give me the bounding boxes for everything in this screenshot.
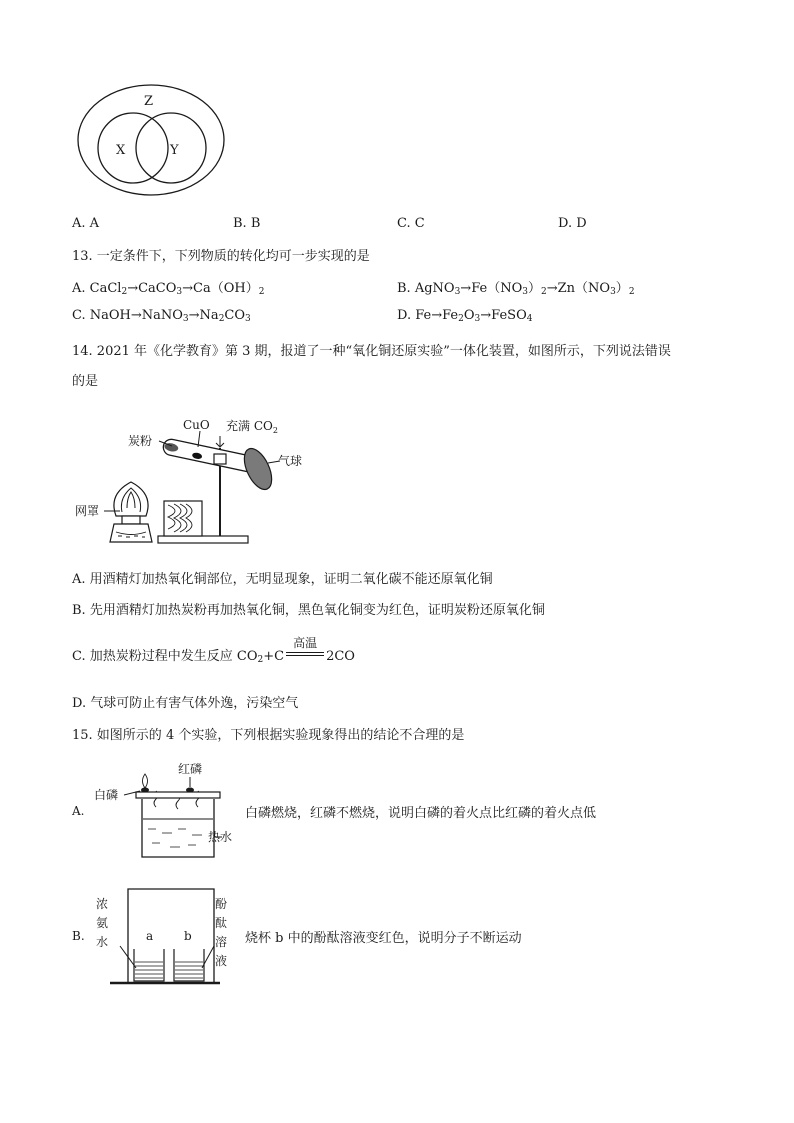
- label-phenolphthalein-3: 溶: [215, 935, 228, 949]
- label-phenolphthalein-2: 酞: [215, 916, 228, 930]
- q12-option-c[interactable]: C. C: [397, 216, 425, 231]
- q15-stem: 15. 如图所示的 4 个实验，下列根据实验现象得出的结论不合理的是: [72, 728, 465, 743]
- q13-option-a[interactable]: A. $CaCl_2\to CaCO_3\to Ca(OH)_2$: [72, 281, 265, 297]
- q15-option-a-text: 白磷燃烧，红磷不燃烧，说明白磷的着火点比红磷的着火点低: [245, 806, 597, 821]
- q15-a-figure: [92, 757, 242, 865]
- label-gauze: 网罩: [75, 504, 100, 518]
- label-hot-water: 热水: [208, 830, 233, 844]
- q15-option-b-text: 烧杯 b 中的酚酞溶液变红色，说明分子不断运动: [245, 931, 522, 946]
- label-ammonia-2: 氨: [96, 916, 109, 930]
- q12-option-b[interactable]: B. B: [233, 216, 261, 231]
- q13-option-b[interactable]: B. $AgNO_3\to Fe(NO_3)_2\to Zn(NO_3)_2$: [397, 281, 635, 297]
- venn-set-x: [98, 113, 168, 183]
- label-phenolphthalein-4: 液: [215, 954, 228, 968]
- copper-plate: [136, 792, 220, 798]
- label-beaker-b: b: [184, 929, 192, 943]
- alcohol-lamp: [110, 482, 152, 542]
- label-cuo: CuO: [183, 418, 210, 432]
- label-balloon: 气球: [278, 454, 302, 468]
- label-beaker-a: a: [146, 929, 154, 943]
- clamp: [214, 454, 226, 464]
- label-carbon-powder: 炭粉: [128, 434, 153, 448]
- q14-stem-line2: 的是: [72, 374, 99, 389]
- q15-option-a-label[interactable]: A.: [72, 804, 85, 818]
- q13-option-c[interactable]: C. $NaOH\to NaNO_3\to Na_2CO_3$: [72, 308, 251, 324]
- q14-option-a[interactable]: A. 用酒精灯加热氧化铜部位，无明显现象，证明二氧化碳不能还原氧化铜: [72, 572, 493, 587]
- label-red-phosphorus: 红磷: [178, 762, 203, 776]
- q12-option-d[interactable]: D. D: [558, 216, 587, 231]
- reaction-arrow-condition: 高温: [286, 648, 324, 662]
- q12-option-a[interactable]: A. A: [72, 216, 100, 231]
- q15-b-figure: [90, 882, 240, 990]
- q13-option-d[interactable]: D. $Fe\to Fe_2O_3\to FeSO_4$: [397, 308, 533, 324]
- beaker-a: [134, 949, 164, 981]
- bell-jar: [128, 889, 214, 982]
- venn-label-x: X: [116, 143, 126, 158]
- label-white-phosphorus: 白磷: [94, 788, 119, 802]
- label-ammonia-3: 水: [96, 935, 109, 949]
- q14-option-d[interactable]: D. 气球可防止有害气体外逸，污染空气: [72, 696, 299, 711]
- q14-stem-line1: 14. 2021 年《化学教育》第 3 期，报道了一种“氧化铜还原实验”一体化装置，如图所示，下列说法错误: [72, 344, 671, 359]
- q14-apparatus-figure: [72, 408, 302, 553]
- q15-option-b-label[interactable]: B.: [72, 929, 85, 943]
- q14-option-b[interactable]: B. 先用酒精灯加热炭粉再加热氧化铜，黑色氧化铜变为红色，证明炭粉还原氧化铜: [72, 603, 545, 618]
- beaker-b: [174, 949, 204, 981]
- q14-option-c[interactable]: C. 加热炭粉过程中发生反应 $CO_2+C$ 高温 2CO: [72, 636, 355, 665]
- venn-label-z: Z: [144, 94, 154, 109]
- stand-base: [158, 536, 248, 543]
- venn-label-y: Y: [170, 143, 179, 158]
- venn-diagram: [74, 82, 230, 200]
- label-co2: 充满 $CO_2$: [226, 419, 278, 435]
- q13-stem: 13. 一定条件下，下列物质的转化均可一步实现的是: [72, 249, 370, 264]
- label-ammonia-1: 浓: [96, 897, 109, 911]
- label-phenolphthalein-1: 酚: [215, 897, 228, 911]
